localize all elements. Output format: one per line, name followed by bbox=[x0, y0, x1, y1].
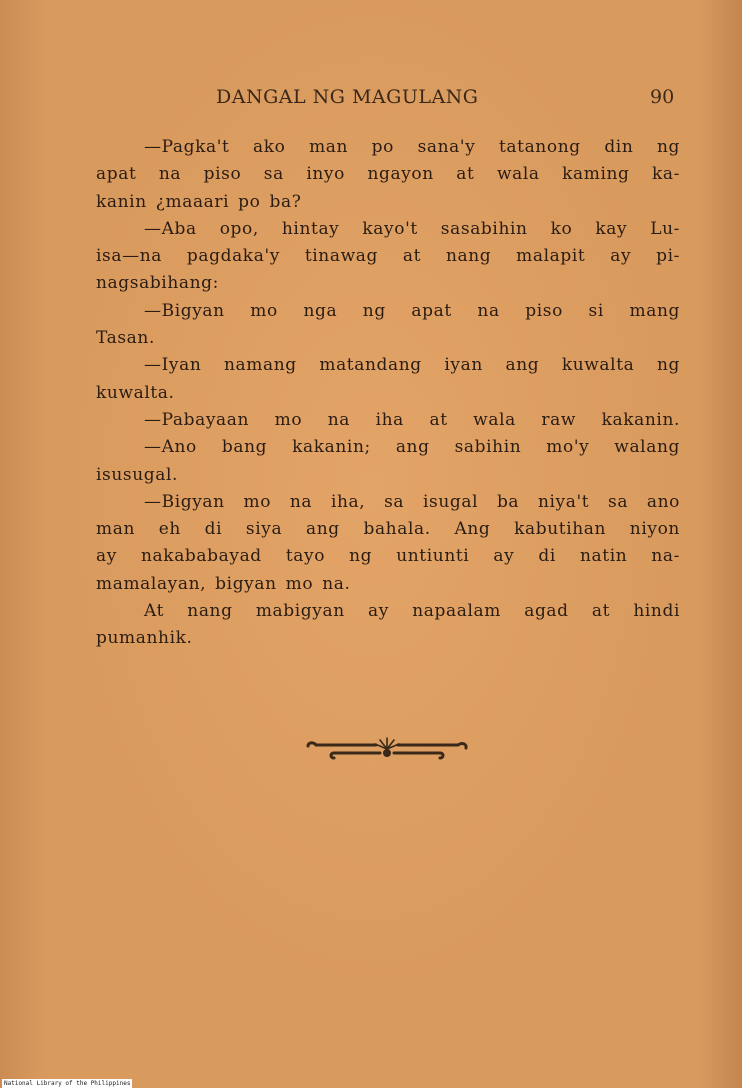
text-line: —Pabayaan mo na iha at wala raw kakanin. bbox=[144, 409, 680, 430]
library-credit: National Library of the Philippines bbox=[4, 1080, 131, 1087]
running-title: DANGAL NG MAGULANG bbox=[216, 86, 479, 108]
text-line: man eh di siya ang bahala. Ang kabutihan niyon bbox=[96, 519, 680, 540]
text-line: kuwalta. bbox=[96, 382, 175, 403]
text-line: pumanhik. bbox=[96, 628, 193, 649]
text-line: —Iyan namang matandang iyan ang kuwalta ng bbox=[144, 355, 680, 376]
text-line: kanin ¿maaari po ba? bbox=[96, 191, 302, 212]
text-line: —Ano bang kakanin; ang sabihin mo'y walang bbox=[144, 437, 680, 458]
page-number: 90 bbox=[650, 86, 675, 108]
text-line: mamalayan, bigyan mo na. bbox=[96, 573, 351, 594]
text-line: apat na piso sa inyo ngayon at wala kaming ka- bbox=[96, 164, 680, 185]
body-text bbox=[96, 134, 680, 653]
text-line: isa—na pagdaka'y tinawag at nang malapit ay pi- bbox=[96, 246, 680, 267]
text-line: ay nakababayad tayo ng untiunti ay di natin na- bbox=[96, 546, 680, 567]
text-line: —Bigyan mo nga ng apat na piso si mang bbox=[144, 300, 680, 321]
text-line: Tasan. bbox=[96, 328, 155, 349]
tailpiece-ornament-icon bbox=[304, 736, 470, 768]
page-header bbox=[0, 86, 742, 114]
text-line: nagsabihang: bbox=[96, 273, 219, 294]
text-line: —Bigyan mo na iha, sa isugal ba niya't sa ano bbox=[144, 491, 680, 512]
text-line: isusugal. bbox=[96, 464, 179, 485]
text-line: At nang mabigyan ay napaalam agad at hindi bbox=[144, 601, 680, 622]
text-line: —Pagka't ako man po sana'y tatanong din ng bbox=[144, 137, 680, 157]
text-line: —Aba opo, hintay kayo't sasabihin ko kay Lu- bbox=[144, 218, 680, 239]
